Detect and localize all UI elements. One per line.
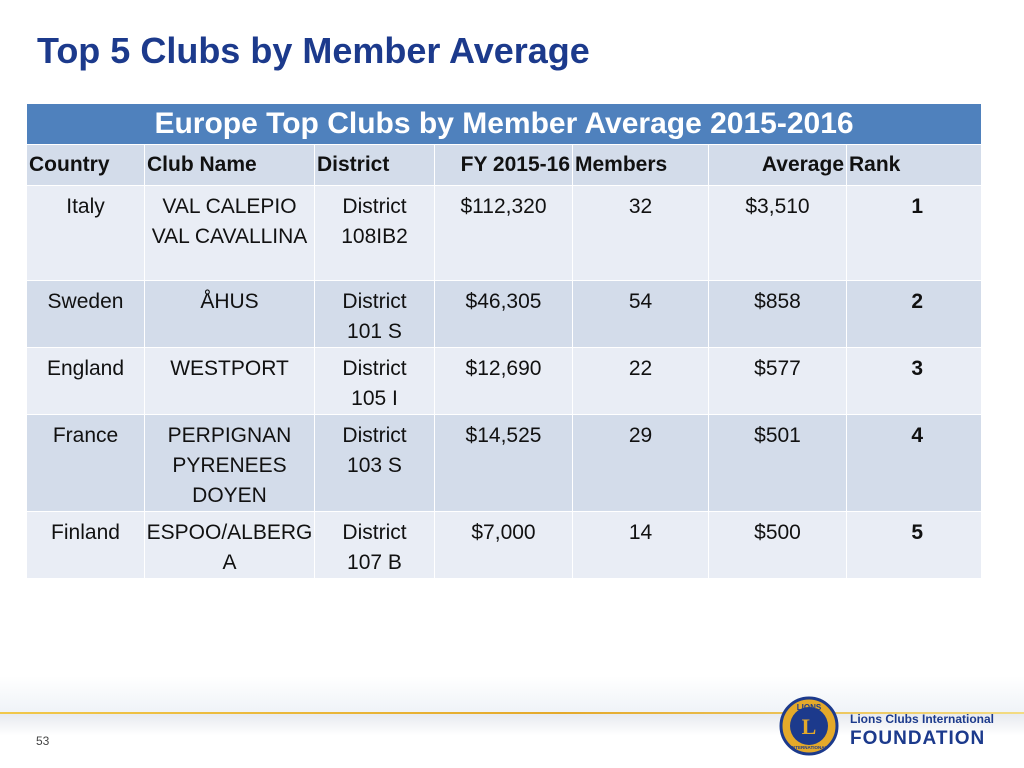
header-club-name: Club Name (145, 145, 315, 186)
cell-rank: 2 (847, 281, 982, 348)
cell-members: 29 (573, 415, 709, 512)
cell-club: PERPIGNAN PYRENEES DOYEN (145, 415, 315, 512)
page-number: 53 (36, 734, 50, 748)
cell-rank: 3 (847, 348, 982, 415)
cell-country: France (27, 415, 145, 512)
cell-members: 32 (573, 186, 709, 281)
cell-club: VAL CALEPIO VAL CAVALLINA (145, 186, 315, 281)
logo-line1: Lions Clubs International (850, 712, 995, 726)
table-row (27, 348, 982, 415)
cell-average: $858 (709, 281, 847, 348)
cell-rank: 5 (847, 512, 982, 579)
cell-district: District 103 S (315, 415, 435, 512)
cell-district: District 108IB2 (315, 186, 435, 281)
cell-average: $3,510 (709, 186, 847, 281)
slide-title: Top 5 Clubs by Member Average (37, 30, 590, 71)
clubs-table (26, 103, 982, 579)
cell-country: Finland (27, 512, 145, 579)
cell-country: Sweden (27, 281, 145, 348)
cell-members: 14 (573, 512, 709, 579)
cell-fy: $112,320 (435, 186, 573, 281)
cell-fy: $14,525 (435, 415, 573, 512)
logo (850, 712, 994, 750)
cell-district: District 107 B (315, 512, 435, 579)
emblem-subtext: INTERNATIONAL (790, 745, 828, 750)
footer-band (0, 676, 1024, 716)
cell-club: ESPOO/ALBERGA (145, 512, 315, 579)
cell-rank: 1 (847, 186, 982, 281)
header-average: Average (709, 145, 847, 186)
table-row (27, 415, 982, 512)
cell-average: $501 (709, 415, 847, 512)
header-country: Country (27, 145, 145, 186)
cell-average: $500 (709, 512, 847, 579)
lions-emblem-icon (779, 696, 839, 756)
table-row (27, 512, 982, 579)
cell-average: $577 (709, 348, 847, 415)
cell-district: District 101 S (315, 281, 435, 348)
header-rank: Rank (847, 145, 982, 186)
table-row (27, 281, 982, 348)
header-district: District (315, 145, 435, 186)
emblem-text: LIONS (796, 703, 822, 712)
svg-text:L: L (801, 714, 817, 739)
cell-rank: 4 (847, 415, 982, 512)
table-row (27, 186, 982, 281)
header-members: Members (573, 145, 709, 186)
cell-club: ÅHUS (145, 281, 315, 348)
cell-fy: $12,690 (435, 348, 573, 415)
cell-fy: $46,305 (435, 281, 573, 348)
cell-members: 54 (573, 281, 709, 348)
cell-country: England (27, 348, 145, 415)
cell-district: District 105 I (315, 348, 435, 415)
cell-country: Italy (27, 186, 145, 281)
logo-line2: FOUNDATION (850, 728, 986, 749)
table-caption: Europe Top Clubs by Member Average 2015-2016 (27, 104, 982, 145)
cell-club: WESTPORT (145, 348, 315, 415)
cell-fy: $7,000 (435, 512, 573, 579)
cell-members: 22 (573, 348, 709, 415)
header-fy: FY 2015-16 (435, 145, 573, 186)
